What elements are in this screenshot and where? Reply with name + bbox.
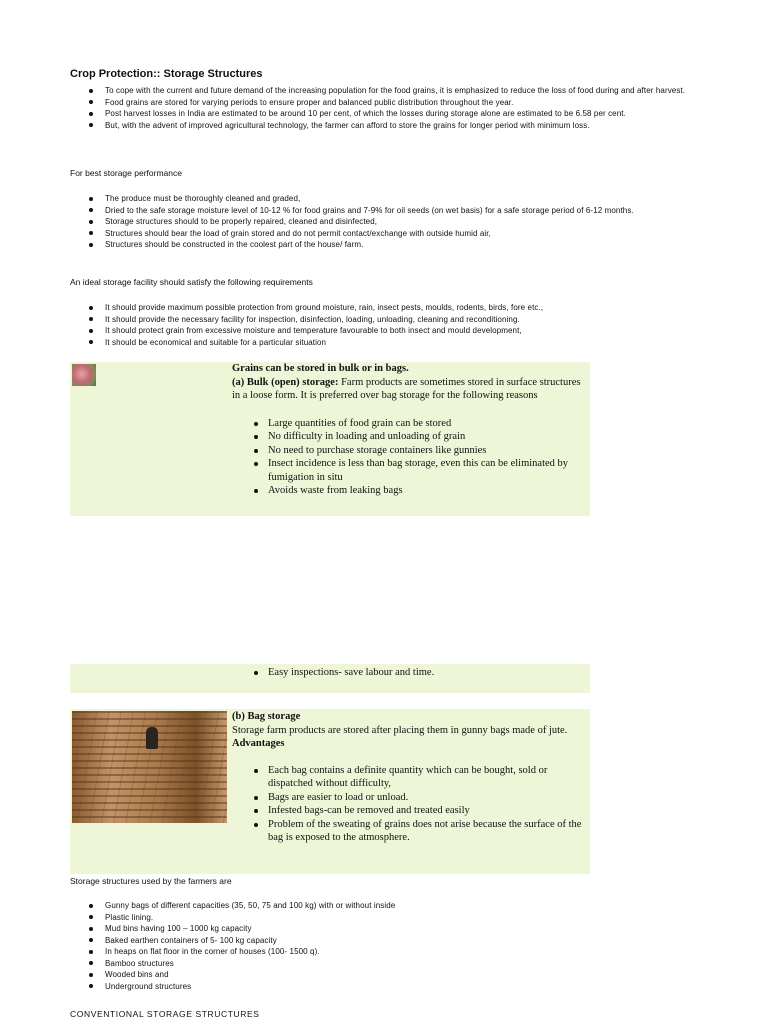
list-item: Problem of the sweating of grains does not arise because the surface of the bag is exposed to the atmosphere. [232,818,584,845]
intro-list [88,85,700,131]
conventional-structures-heading: CONVENTIONAL STORAGE STRUCTURES [70,1009,260,1019]
list-item: Bags are easier to load or unload. [232,791,584,805]
list-item: In heaps on flat floor in the corner of houses (100- 1500 q). [88,946,700,958]
list-item: Dried to the safe storage moisture level of 10-12 % for food grains and 7-9% for oil seeds (on wet basis) for a safe storage period of 6-12 months. [88,205,700,217]
best-performance-list [88,193,700,251]
list-item: It should provide the necessary facility for inspection, disinfection, loading, unloading, cleaning and reconditioning. [88,314,700,326]
list-item: Plastic lining. [88,912,700,924]
list-item: No need to purchase storage containers like gunnies [232,444,582,458]
list-item: It should protect grain from excessive moisture and temperature favourable to both insect and mould development, [88,325,700,337]
farmers-structures-list [88,900,700,992]
bulk-storage-description [232,376,582,403]
bag-storage-text: Storage farm products are stored after placing them in gunny bags made of jute. [232,724,568,736]
page-title: Crop Protection:: Storage Structures [70,68,263,80]
list-item: Wooded bins and [88,969,700,981]
list-item: Gunny bags of different capacities (35, 50, 75 and 100 kg) with or without inside [88,900,700,912]
list-item: Baked earthen containers of 5- 100 kg capacity [88,935,700,947]
list-item: Underground structures [88,981,700,993]
list-item: It should provide maximum possible protection from ground moisture, rain, insect pests, moulds, rodents, birds, fore etc., [88,302,700,314]
list-item: Avoids waste from leaking bags [232,484,582,498]
list-item: No difficulty in loading and unloading of grain [232,430,582,444]
list-item: Structures should be constructed in the coolest part of the house/ farm. [88,239,700,251]
bulk-storage-subheading: (a) Bulk (open) storage: [232,376,339,388]
bulk-extra-list [232,666,582,680]
bag-storage-subheading: (b) Bag storage [232,711,301,722]
bulk-advantages-list [232,417,582,498]
list-item: Post harvest losses in India are estimated to be around 10 per cent, of which the losses during storage alone are estimated to be 6.58 per cent. [88,108,700,120]
worker-figure [146,727,158,749]
list-item: Easy inspections- save labour and time. [232,666,582,680]
list-item: It should be economical and suitable for a particular situation [88,337,700,349]
list-item: Insect incidence is less than bag storage, even this can be eliminated by fumigation in situ [232,457,582,484]
list-item: To cope with the current and future demand of the increasing population for the food grains, it is emphasized to reduce the loss of food during and after harvest. [88,85,700,97]
bulk-storage-text: Farm products are sometimes stored in surface structures in a loose form. It is preferred over bag storage for the following reasons [232,376,581,401]
advantages-label: Advantages [232,738,285,749]
list-item: But, with the advent of improved agricultural technology, the farmer can afford to store the grains for longer period with minimum loss. [88,120,700,132]
best-performance-heading: For best storage performance [70,168,182,178]
list-item: Infested bags-can be removed and treated easily [232,804,584,818]
list-item: Mud bins having 100 – 1000 kg capacity [88,923,700,935]
farmers-structures-heading: Storage structures used by the farmers are [70,876,232,886]
list-item: Bamboo structures [88,958,700,970]
bulk-storage-continued-box [70,664,590,693]
storage-types-heading: Grains can be stored in bulk or in bags. [232,363,409,374]
grain-thumbnail-image [72,364,96,386]
ideal-facility-list [88,302,700,348]
list-item: Structures should bear the load of grain stored and do not permit contact/exchange with outside humid air, [88,228,700,240]
list-item: Food grains are stored for varying periods to ensure proper and balanced public distribution throughout the year. [88,97,700,109]
bag-advantages-list [232,764,584,845]
gunny-bags-photo [72,711,227,823]
list-item: Large quantities of food grain can be stored [232,417,582,431]
bulk-storage-box [70,362,590,516]
list-item: Storage structures should to be properly repaired, cleaned and disinfected, [88,216,700,228]
list-item: The produce must be thoroughly cleaned and graded, [88,193,700,205]
ideal-facility-heading: An ideal storage facility should satisfy the following requirements [70,277,313,287]
list-item: Each bag contains a definite quantity which can be bought, sold or dispatched without difficulty, [232,764,584,791]
